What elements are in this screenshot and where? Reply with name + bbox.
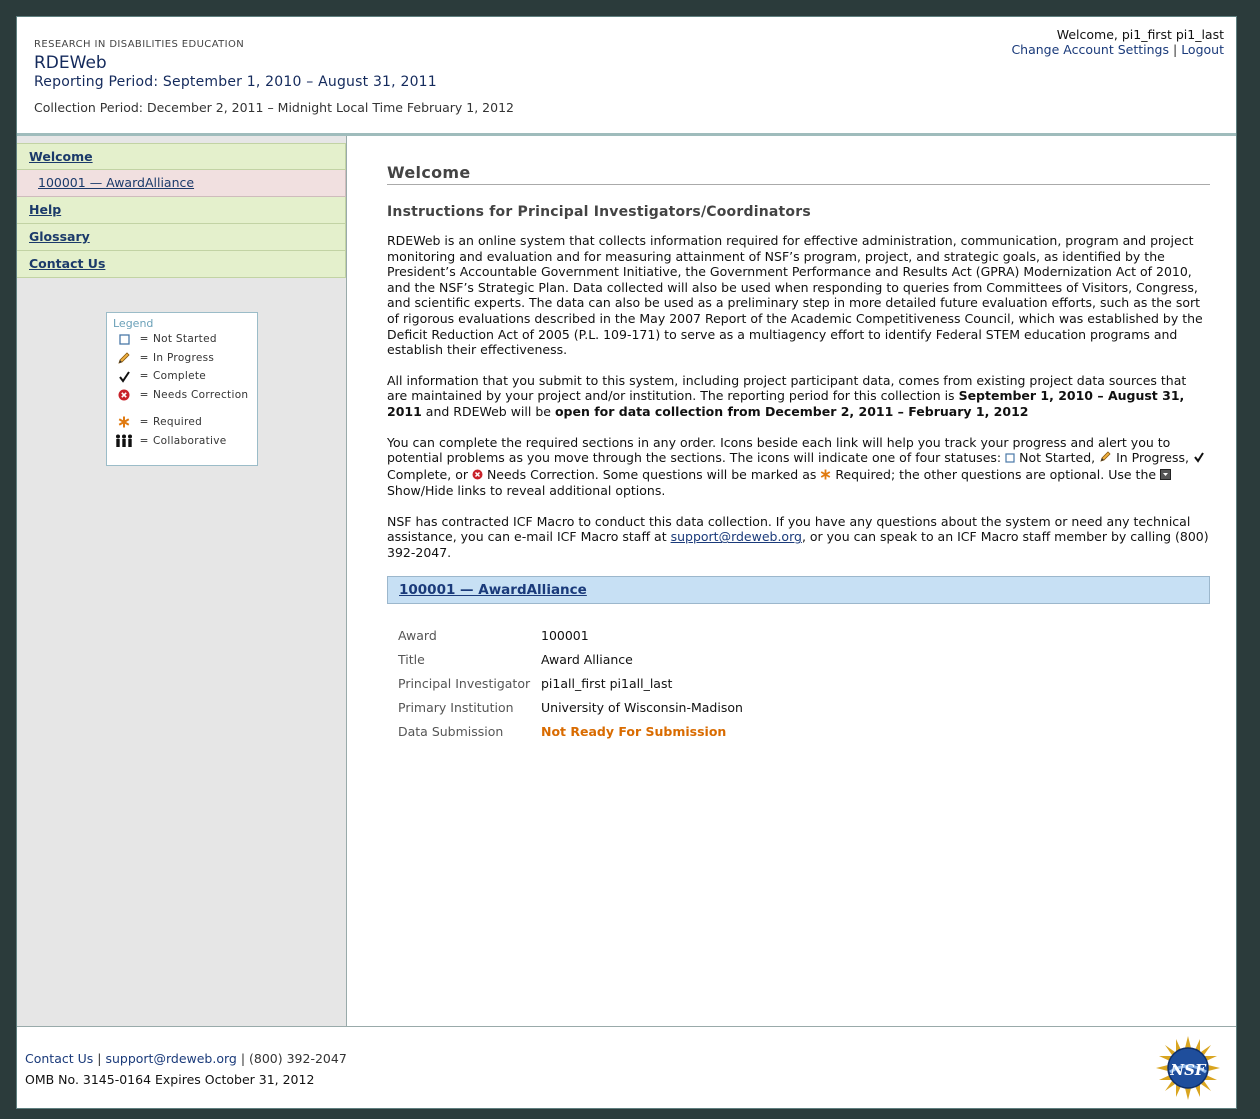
logout-link[interactable]: Logout: [1181, 42, 1224, 57]
award-header-bar: [387, 576, 1210, 604]
legend-equals: =: [139, 333, 149, 346]
detail-value: University of Wisconsin-Madison: [541, 700, 743, 716]
legend-box: [106, 312, 258, 466]
collaborative-people-icon: [113, 434, 135, 447]
table-row: [398, 672, 743, 696]
instructions-heading: Instructions for Principal Investigators/Coordinators: [387, 204, 811, 220]
page-header: [17, 17, 1236, 133]
sidebar-item-glossary[interactable]: Glossary: [17, 224, 346, 251]
status-complete: Complete, or: [387, 466, 468, 482]
legend-row-required: [113, 413, 251, 432]
needs-correction-icon: [113, 389, 135, 401]
award-details-table: [398, 624, 743, 744]
page-footer: [17, 1026, 1236, 1108]
contact-text-2: , or you can speak to an ICF Macro staff member by calling (800) 392-2047.: [387, 529, 1209, 560]
legend-equals: =: [139, 351, 149, 364]
reporting-text: All information that you submit to this system, including project participant data, comes from existing project data sources that are maintained by your project and/or institution. The reporting period for this collection is: [387, 372, 1187, 404]
legend-label: Collaborative: [153, 434, 227, 447]
detail-label: Title: [398, 652, 425, 668]
legend-row-complete: [113, 367, 251, 386]
footer-contact-line: [25, 1051, 347, 1066]
sidebar: [17, 136, 347, 1026]
footer-contact-us-link[interactable]: Contact Us: [25, 1051, 94, 1066]
nsf-logo-text: NSF: [1170, 1061, 1206, 1079]
reporting-period: Reporting Period: September 1, 2010 – August 31, 2011: [34, 74, 437, 90]
footer-separator: |: [97, 1051, 102, 1066]
detail-label: Primary Institution: [398, 700, 514, 716]
in-progress-pencil-icon: [113, 351, 135, 365]
contact-paragraph: [387, 514, 1210, 561]
not-started-icon: [113, 334, 135, 345]
legend-equals: =: [139, 416, 149, 429]
detail-label: Data Submission: [398, 724, 504, 740]
legend-title: Legend: [113, 317, 154, 330]
page-frame: [16, 16, 1237, 1109]
table-row: [398, 624, 743, 648]
table-row: [398, 696, 743, 720]
sidebar-item-award[interactable]: 100001 — AwardAlliance: [17, 170, 346, 197]
legend-label: Not Started: [153, 333, 217, 346]
reporting-paragraph: [387, 373, 1210, 420]
legend-label: Required: [153, 416, 203, 429]
complete-checkmark-icon: [113, 370, 135, 383]
award-link[interactable]: 100001 — AwardAlliance: [399, 581, 587, 598]
complete-checkmark-icon: [1193, 451, 1205, 467]
required-asterisk-icon: [820, 468, 831, 484]
sidebar-item-welcome[interactable]: Welcome: [17, 143, 346, 170]
reporting-period-bold: September 1, 2010 – August 31, 2011: [387, 388, 1185, 419]
show-hide-icon: [1160, 468, 1171, 484]
detail-value: 100001: [541, 628, 589, 644]
contact-text: NSF has contracted ICF Macro to conduct this data collection. If you have any questions about the system or need any technical assistance, you can e-mail ICF Macro staff at: [387, 513, 1191, 545]
legend-row-in-progress: [113, 349, 251, 368]
nsf-logo-icon: [1156, 1036, 1220, 1100]
legend-label: Complete: [153, 370, 207, 383]
legend-label: In Progress: [153, 351, 215, 364]
required-asterisk-icon: [113, 416, 135, 428]
status-needs-correction: Needs Correction. Some questions will be marked as: [486, 466, 817, 482]
table-row: [398, 720, 743, 744]
welcome-user-text: Welcome, pi1_first pi1_last: [1056, 27, 1224, 42]
status-show-hide: Show/Hide links to reveal additional options.: [387, 483, 666, 499]
status-paragraph: [387, 435, 1210, 499]
sidebar-item-contact-us[interactable]: Contact Us: [17, 251, 346, 278]
collection-period: Collection Period: December 2, 2011 – Midnight Local Time February 1, 2012: [34, 100, 514, 115]
not-started-icon: [1005, 451, 1015, 467]
intro-paragraph: RDEWeb is an online system that collects information required for effective administration, communication, program and project monitoring and evaluation and for measuring attainment of NSF’s program, project, and strategic goals, as identified by the President’s Accountable Government Initiative, the Government Performance and Results Act (GPRA) Modernization Act of 2010, and the NSF’s Strategic Plan. Data collected will also be used when responding to queries from Committees of Visitors, Congress, and scientific experts. The data can also be used as a preliminary step in more detailed future evaluation efforts, such as the sort of rigorous evaluations described in the May 2007 Report of the Academic Competitiveness Council, which was established by the Deficit Reduction Act of 2005 (P.L. 109-171) to serve as a multiagency effort to identify Federal STEM education programs and establish their effectiveness.: [387, 233, 1203, 358]
detail-value: pi1all_first pi1all_last: [541, 676, 673, 692]
detail-label: Principal Investigator: [398, 676, 531, 692]
legend-equals: =: [139, 388, 149, 401]
app-name: RDEWeb: [34, 53, 107, 73]
legend-label: Needs Correction: [153, 388, 249, 401]
sidebar-item-help[interactable]: Help: [17, 197, 346, 224]
header-separator: |: [1172, 42, 1178, 57]
legend-row-needs-correction: [113, 386, 251, 405]
user-box: [1011, 27, 1224, 57]
page-title: Welcome: [387, 163, 1210, 185]
reporting-text-2: and RDEWeb will be: [425, 403, 551, 419]
status-not-started: Not Started,: [1019, 450, 1096, 466]
omb-notice: OMB No. 3145-0164 Expires October 31, 2012: [25, 1072, 315, 1087]
data-submission-status: Not Ready For Submission: [541, 724, 727, 740]
status-in-progress: In Progress,: [1116, 450, 1189, 466]
legend-row-collaborative: [113, 432, 251, 451]
footer-phone: | (800) 392-2047: [240, 1051, 347, 1066]
legend-equals: =: [139, 370, 149, 383]
collection-open-bold: open for data collection from December 2, 2011 – February 1, 2012: [554, 403, 1029, 419]
main-content: [348, 136, 1236, 1026]
status-required: Required; the other questions are optional. Use the: [835, 466, 1157, 482]
footer-email-link[interactable]: support@rdeweb.org: [105, 1051, 237, 1066]
in-progress-pencil-icon: [1099, 450, 1112, 467]
legend-row-not-started: [113, 330, 251, 349]
program-name: RESEARCH IN DISABILITIES EDUCATION: [34, 39, 245, 50]
detail-value: Award Alliance: [541, 652, 633, 668]
change-account-settings-link[interactable]: Change Account Settings: [1011, 42, 1169, 57]
table-row: [398, 648, 743, 672]
status-text: You can complete the required sections in any order. Icons beside each link will help you track your progress and alert you to potential problems as you move through the sections. The icons will indicate one of four statuses:: [387, 434, 1171, 466]
support-email-link[interactable]: support@rdeweb.org: [670, 529, 802, 545]
detail-label: Award: [398, 628, 437, 644]
legend-equals: =: [139, 434, 149, 447]
needs-correction-icon: [472, 468, 483, 484]
